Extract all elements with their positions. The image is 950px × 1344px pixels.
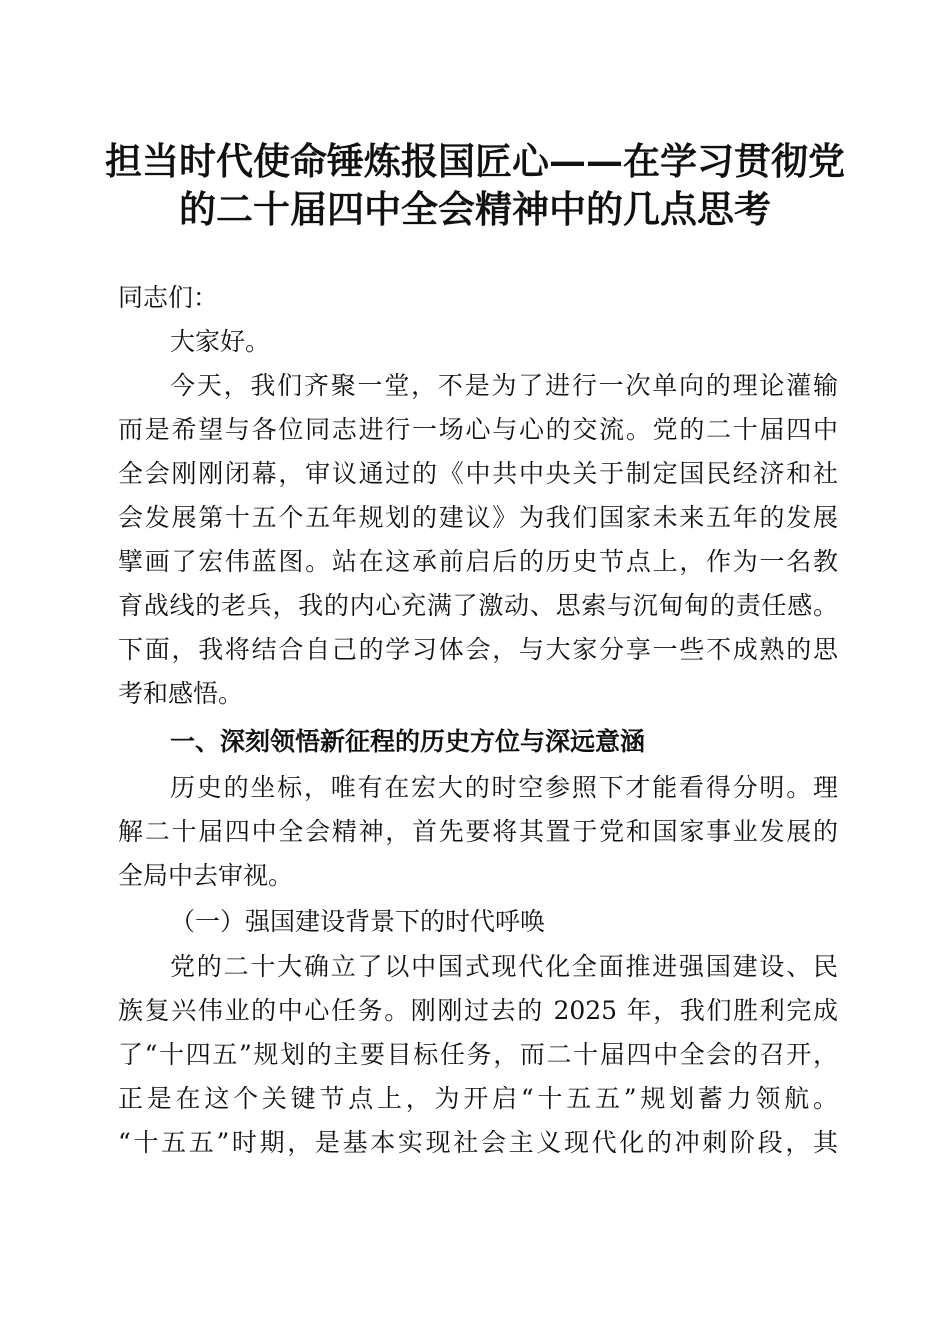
section-line: 历史的坐标，唯有在宏大的时空参照下才能看得分明。理 [170,773,838,802]
intro-line: 擘画了宏伟蓝图。站在这承前启后的历史节点上，作为一名教 [118,547,838,576]
subsection-line: 党的二十大确立了以中国式现代化全面推进强国建设、民 [170,952,838,981]
greeting: 大家好。 [170,327,271,356]
intro-line: 全会刚刚闭幕，审议通过的《中共中央关于制定国民经济和社 [118,459,838,488]
intro-line: 考和感悟。 [118,679,244,708]
subsection-line: 族复兴伟业的中心任务。刚刚过去的 2025 年，我们胜利完成 [118,996,838,1025]
subsection-line: 了“十四五”规划的主要目标任务，而二十届四中全会的召开， [118,1040,838,1069]
intro-line: 育战线的老兵，我的内心充满了激动、思索与沉甸甸的责任感。 [118,591,838,620]
intro-line: 下面，我将结合自己的学习体会，与大家分享一些不成熟的思 [118,635,838,664]
intro-line: 而是希望与各位同志进行一场心与心的交流。党的二十届四中 [118,415,838,444]
subsection-heading: （一）强国建设背景下的时代呼唤 [170,907,546,936]
subsection-line: 正是在这个关键节点上，为开启“十五五”规划蓄力领航。 [118,1084,838,1113]
salutation: 同志们： [118,283,219,312]
section-line: 解二十届四中全会精神，首先要将其置于党和国家事业发展的 [118,817,838,846]
intro-line: 会发展第十五个五年规划的建议》为我们国家未来五年的发展 [118,503,838,532]
section-heading: 一、深刻领悟新征程的历史方位与深远意涵 [170,727,646,756]
section-line: 全局中去审视。 [118,861,294,890]
document-title-line-1: 担当时代使命锤炼报国匠心——在学习贯彻党 [105,139,845,183]
intro-line: 今天，我们齐聚一堂，不是为了进行一次单向的理论灌输 [170,371,838,400]
subsection-line: “十五五”时期，是基本实现社会主义现代化的冲刺阶段，其 [118,1128,838,1157]
document-title-line-2: 的二十届四中全会精神中的几点思考 [179,187,771,231]
